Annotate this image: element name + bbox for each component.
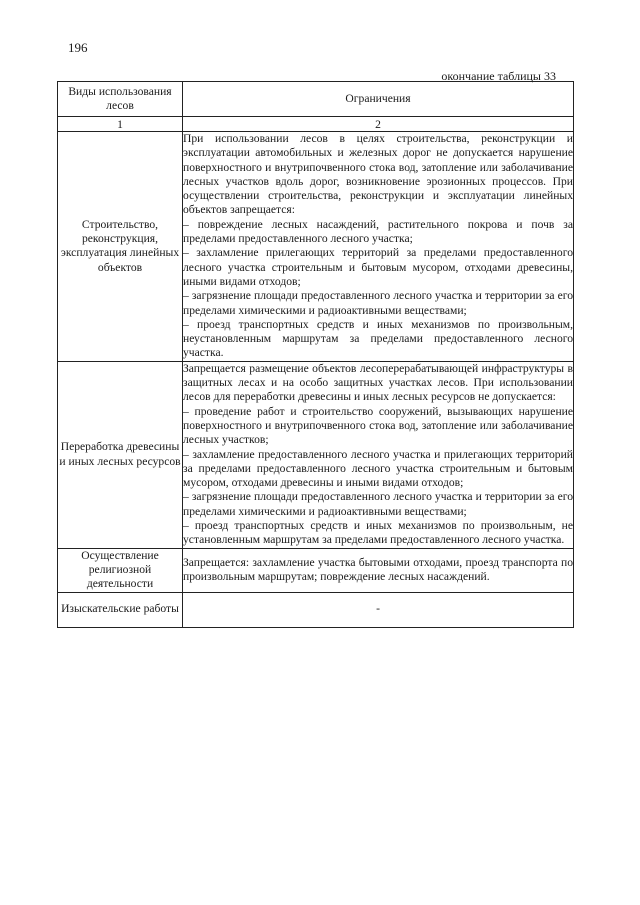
restriction-text: – повреждение лесных насаждений, растительного покрова и почв за пределами предоставленного лесного участка;	[183, 217, 573, 246]
restrictions-table	[57, 81, 574, 628]
table-header-row	[58, 82, 574, 117]
table-row	[58, 361, 574, 548]
table-row	[58, 592, 574, 627]
restriction-text: – загрязнение площади предоставленного лесного участка и территории за его пределами химическими и радиоактивными веществами;	[183, 289, 573, 317]
table-row	[58, 548, 574, 592]
column-number-1: 1	[58, 117, 183, 132]
restriction-text: – проведение работ и строительство сооружений, вызывающих нарушение поверхностного и внутрипочвенного стока вод, затопление или заболачивание лесных участков;	[183, 404, 573, 447]
restriction-text: Запрещается размещение объектов лесоперерабатывающей инфраструктуры в защитных лесах и на особо защитных участках лесов. При использовании лесов для переработки древесины и иных лесных ресурсов не допускается:	[183, 361, 573, 404]
page-number: 196	[68, 40, 88, 55]
restrictions-cell	[183, 548, 574, 592]
usage-type-cell: Осуществление религиозной деятельности	[58, 548, 183, 592]
restriction-text: – загрязнение площади предоставленного лесного участка и территории за его пределами химическими и радиоактивными веществами;	[183, 490, 573, 518]
usage-type-cell: Строительство, реконструкция, эксплуатация линейных объектов	[58, 132, 183, 362]
header-usage-types: Виды использования лесов	[58, 82, 183, 117]
usage-type-cell: Переработка древесины и иных лесных ресурсов	[58, 361, 183, 548]
restriction-text: – проезд транспортных средств и иных механизмов по произвольным, не установленным маршрутам за пределами предоставленного лесного участка.	[183, 519, 573, 547]
table-row	[58, 132, 574, 362]
restriction-text: Запрещается: захламление участка бытовыми отходами, проезд транспорта по произвольным маршрутам; повреждение лесных насаждений.	[183, 555, 573, 584]
restriction-text: – захламление предоставленного лесного участка и прилегающих территорий за пределами предоставленного лесного участка строительным и бытовым мусором, отходами древесины и иными видами отходов;	[183, 447, 573, 490]
table-continuation-label: окончание таблицы 33	[441, 69, 556, 83]
column-number-2: 2	[183, 117, 574, 132]
restriction-text: При использовании лесов в целях строительства, реконструкции и эксплуатации автомобильных и железных дорог не допускается нарушение поверхностного и внутрипочвенного стока вод, затопление или заболачивание лесных участков вдоль дорог, возникновение эрозионных процессов. При осуществлении строительства, реконструкции и эксплуатации линейных объектов запрещается:	[183, 132, 573, 217]
restrictions-cell	[183, 361, 574, 548]
restriction-text: – захламление прилегающих территорий за пределами предоставленного лесного участка строительным и бытовым мусором, отходами древесины, иными видами отходов;	[183, 246, 573, 288]
usage-type-cell: Изыскательские работы	[58, 592, 183, 627]
header-restrictions: Ограничения	[183, 82, 574, 117]
restrictions-cell-empty: -	[183, 592, 574, 627]
column-number-row	[58, 117, 574, 132]
restrictions-cell	[183, 132, 574, 362]
restriction-text: – проезд транспортных средств и иных механизмов по произвольным, неустановленным маршрутам за пределами предоставленного лесного участка.	[183, 317, 573, 360]
